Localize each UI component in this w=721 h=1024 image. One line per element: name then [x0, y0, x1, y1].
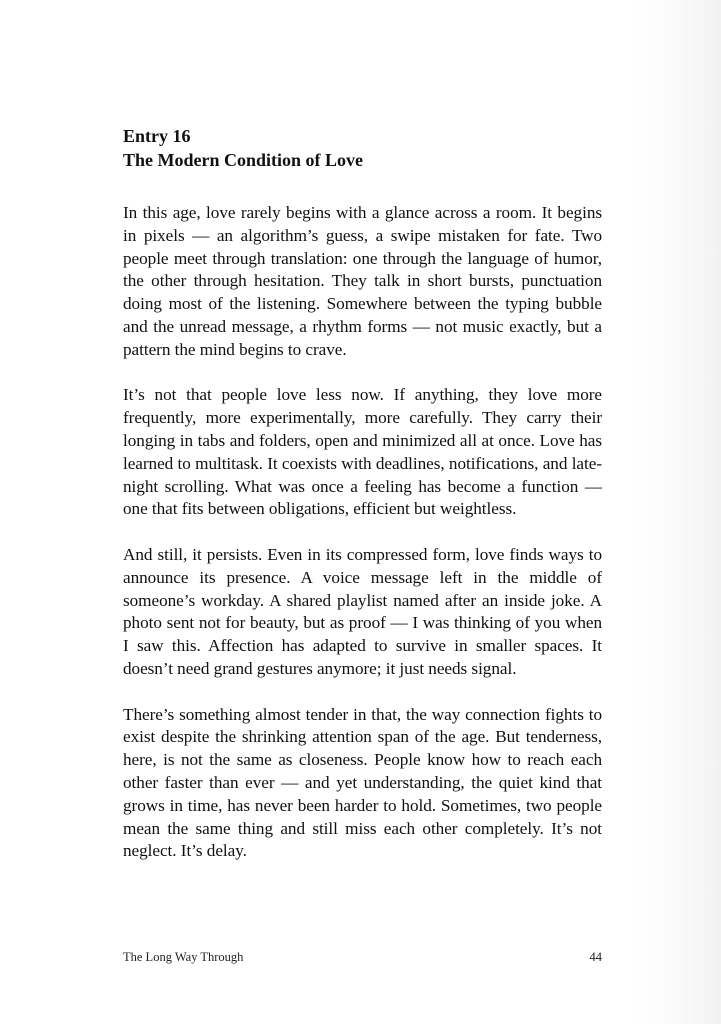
paragraph-3: And still, it persists. Even in its compressed form, love finds ways to announce its presence. A voice message left in the middle of someone’s workday. A shared playlist named after an inside joke. A photo sent not for beauty, but as proof — I was thinking of you when I saw this. Affection has adapted to survive in smaller spaces. It doesn’t need grand gestures anymore; it just needs signal.	[123, 544, 602, 678]
entry-heading	[123, 124, 602, 172]
paragraph-4: There’s something almost tender in that, the way connection fights to exist despite the shrinking attention span of the age. But tenderness, here, is not the same as closeness. People know how to reach each other faster than ever — and yet understanding, the quiet kind that grows in time, has never been harder to hold. Sometimes, two people mean the same thing and still miss each other completely. It’s not neglect. It’s delay.	[123, 704, 602, 861]
entry-body	[123, 202, 602, 863]
entry-title: The Modern Condition of Love	[123, 150, 364, 170]
paragraph-1: In this age, love rarely begins with a glance across a room. It begins in pixels — an algorithm’s guess, a swipe mistaken for fate. Two people meet through translation: one through the language of humor, the other through hesitation. They talk in short bursts, punctuation doing most of the listening. Somewhere between the typing bubble and the unread message, a rhythm forms — not music exactly, but a pattern the mind begins to crave.	[123, 203, 602, 359]
entry-label: Entry 16	[123, 126, 191, 146]
paragraph-2: It’s not that people love less now. If anything, they love more frequently, more experimentally, more carefully. They carry their longing in tabs and folders, open and minimized all at once. Love has learned to multitask. It coexists with deadlines, notifications, and late-night scrolling. What was once a feeling has become a function — one that fits between obligations, efficient but weightless.	[123, 385, 602, 519]
footer-book-title: The Long Way Through	[123, 950, 244, 964]
footer-page-number: 44	[589, 950, 602, 964]
page-content	[123, 124, 602, 886]
page-footer	[123, 950, 602, 965]
